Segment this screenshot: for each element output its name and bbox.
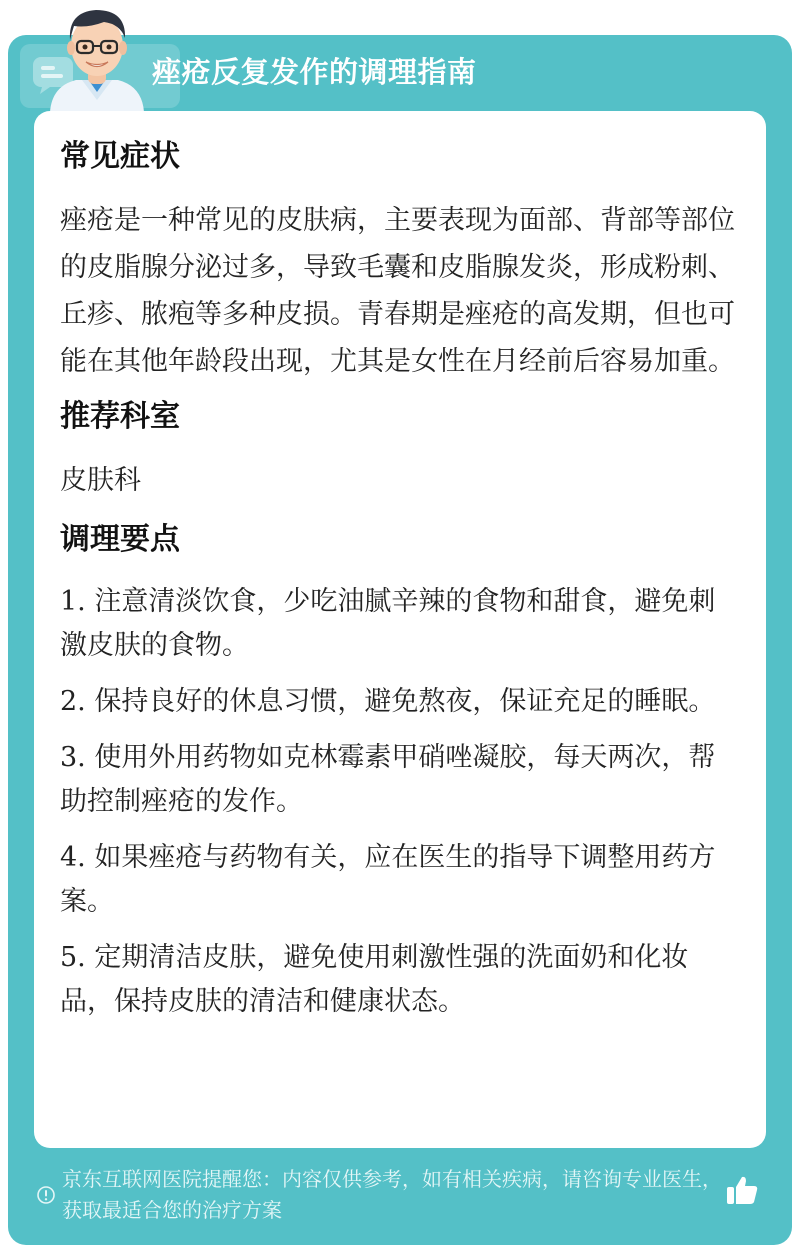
care-point — [60, 736, 740, 824]
info-icon — [36, 1185, 56, 1205]
page-title: 痤疮反复发作的调理指南 — [152, 55, 477, 89]
care-point-text: 定期清洁皮肤，避免使用刺激性强的洗面奶和化妆品，保持皮肤的清洁和健康状态。 — [60, 942, 689, 1017]
care-point-number: 4. — [60, 842, 86, 873]
section-heading-department: 推荐科室 — [60, 399, 180, 434]
care-point-number: 2. — [60, 686, 86, 717]
care-point — [60, 580, 740, 668]
section-heading-symptoms: 常见症状 — [60, 139, 180, 174]
thumbs-up-icon[interactable] — [724, 1172, 760, 1208]
section-heading-care: 调理要点 — [60, 522, 180, 557]
care-point-text: 如果痤疮与药物有关，应在医生的指导下调整用药方案。 — [60, 842, 716, 917]
care-point — [60, 836, 740, 924]
department-text: 皮肤科 — [60, 465, 141, 496]
content-card — [34, 111, 766, 1148]
care-point-text: 保持良好的休息习惯，避免熬夜，保证充足的睡眠。 — [94, 686, 716, 717]
care-point-number: 1. — [60, 586, 86, 617]
care-point-text: 注意清淡饮食，少吃油腻辛辣的食物和甜食，避免刺激皮肤的食物。 — [60, 586, 716, 661]
care-point-number: 3. — [60, 742, 86, 773]
care-point — [60, 936, 740, 1024]
symptoms-text: 痤疮是一种常见的皮肤病，主要表现为面部、背部等部位的皮脂腺分泌过多，导致毛囊和皮脂腺发炎，形成粉刺、丘疹、脓疱等多种皮损。青春期是痤疮的高发期，但也可能在其他年龄段出现，尤其是女性在月经前后容易加重。 — [60, 205, 735, 377]
care-point-text: 使用外用药物如克林霉素甲硝唑凝胶，每天两次，帮助控制痤疮的发作。 — [60, 742, 716, 817]
care-point-number: 5. — [60, 942, 86, 973]
footer-disclaimer: 京东互联网医院提醒您：内容仅供参考，如有相关疾病，请咨询专业医生，获取最适合您的治疗方案 — [62, 1167, 722, 1222]
care-point — [60, 680, 740, 724]
doctor-avatar — [42, 0, 152, 112]
